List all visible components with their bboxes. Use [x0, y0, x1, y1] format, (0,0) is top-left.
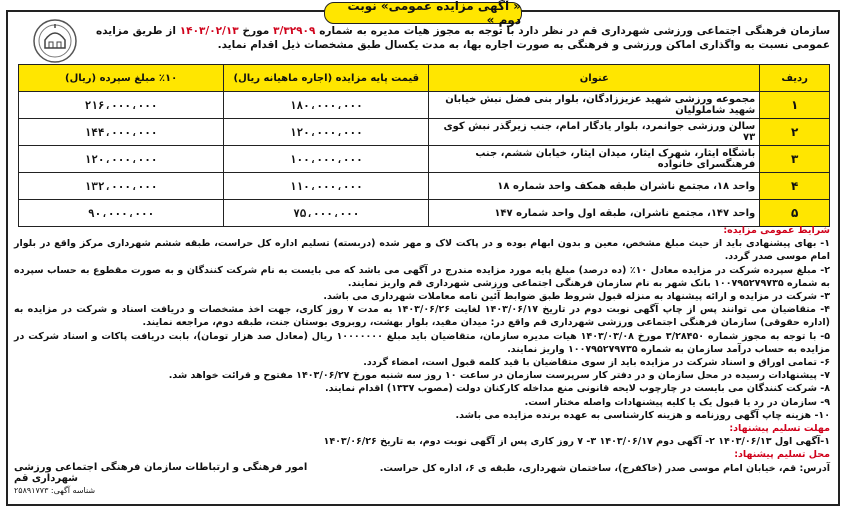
- general-conditions: [14, 224, 830, 475]
- conditions-heading: شرایط عمومی مزایده:: [723, 225, 830, 236]
- row-number: ۳: [760, 146, 830, 173]
- row-title: واحد ۱۴۷، مجتمع ناشران، طبقه اول واحد شماره ۱۴۷: [429, 200, 760, 227]
- deadline-heading: مهلت تسلیم پیشنهاد:: [729, 423, 830, 435]
- table-row: [19, 92, 830, 119]
- table-row: [19, 119, 830, 146]
- condition-item: ۹- سازمان در رد یا قبول یک یا کلیه پیشنهادات واصله مختار است.: [524, 396, 830, 408]
- row-deposit: ۱۲۰،۰۰۰،۰۰۰: [19, 146, 224, 173]
- row-base-price: ۱۱۰،۰۰۰،۰۰۰: [224, 173, 429, 200]
- deadline-text: ۱-آگهی اول ۱۴۰۳/۰۶/۱۳ ۲- آگهی دوم ۱۴۰۳/۰۶/۱۷ ۳- ۷ روز کاری پس از آگهی نوبت دوم، به تاریخ ۱۴۰۳/۰۶/۲۶: [323, 436, 830, 448]
- intro-text-2: مورخ: [242, 25, 270, 37]
- row-number: ۴: [760, 173, 830, 200]
- row-base-price: ۷۵،۰۰۰،۰۰۰: [224, 200, 429, 227]
- header-title: عنوان: [429, 65, 760, 92]
- row-base-price: ۱۲۰،۰۰۰،۰۰۰: [224, 119, 429, 146]
- condition-item: ۳- شرکت در مزایده و ارائه پیشنهاد به منزله قبول شروط طبق ضوابط آئین نامه معاملات شهرداری می باشد.: [323, 291, 830, 303]
- header-deposit: ٪۱۰ مبلغ سپرده (ریال): [19, 65, 224, 92]
- place-text: آدرس: قم، خیابان امام موسی صدر (خاکفرج)، ساختمان شهرداری، طبقه ی ۶، اداره کل حراست.: [379, 462, 830, 474]
- row-number: ۱: [760, 92, 830, 119]
- row-deposit: ۹۰،۰۰۰،۰۰۰: [19, 200, 224, 227]
- row-title: سالن ورزشی جوانمرد، بلوار یادگار امام، جنب زیرگذر نبش کوی ۷۳: [429, 119, 760, 146]
- footer-organization: امور فرهنگی و ارتباطات سازمان فرهنگی اجتماعی ورزشی شهرداری قم: [14, 462, 308, 484]
- row-title: باشگاه ایثار، شهرک ایثار، میدان ایثار، خیابان ششم، جنب فرهنگسرای خانواده: [429, 146, 760, 173]
- permit-number: ۳/۳۲۹۰۹: [273, 25, 316, 37]
- header-row-number: ردیف: [760, 65, 830, 92]
- row-base-price: ۱۰۰،۰۰۰،۰۰۰: [224, 146, 429, 173]
- condition-item: ۸- شرکت کنندگان می بایست در چارچوب لایحه قانونی منع مداخله کارکنان دولت (مصوب ۱۳۳۷) اقدام نمایند.: [325, 383, 830, 395]
- condition-item: ۲- مبلغ سپرده شرکت در مزایده معادل ۱۰٪ (ده درصد) مبلغ پایه مورد مزایده مندرج در آگهی می باشد که می بایست به نام شرکت کنندگان و به صورت مقطوع به حساب سپرده به شماره ۱۰۰۷۹۵۲۷۹۷۳۵ بانک شهر به نام سازمان فرهنگی اجتماعی ورزشی شهرداری قم واریز نمایند.: [14, 264, 830, 289]
- intro-paragraph: [96, 24, 830, 52]
- row-base-price: ۱۸۰،۰۰۰،۰۰۰: [224, 92, 429, 119]
- table-header-row: [19, 65, 830, 92]
- row-deposit: ۱۴۴،۰۰۰،۰۰۰: [19, 119, 224, 146]
- row-title: واحد ۱۸، مجتمع ناشران طبقه همکف واحد شماره ۱۸: [429, 173, 760, 200]
- table-row: [19, 200, 830, 227]
- row-number: ۲: [760, 119, 830, 146]
- ad-id: شناسه آگهی: ۲۵۸۹۱۷۷۳: [14, 486, 96, 495]
- condition-item: ۶- تمامی اوراق و اسناد شرکت در مزایده باید از سوی متقاضیان با قید کلمه قبول است، امضاء گردد.: [363, 357, 830, 369]
- table-row: [19, 173, 830, 200]
- condition-item: ۱- بهای پیشنهادی باید از حیث مبلغ مشخص، معین و بدون ابهام بوده و در پاکت لاک و مهر شده (دربسته) تسلیم اداره کل حراست، طبقه ششم شهرداری مرکز واقع در بلوار امام موسی صدر گردد.: [14, 238, 830, 263]
- table-row: [19, 146, 830, 173]
- place-heading: محل تسلیم پیشنهاد:: [734, 449, 830, 461]
- permit-date: ۱۴۰۳/۰۲/۱۳: [179, 25, 239, 37]
- condition-item: ۴- متقاضیان می توانند پس از چاپ آگهی نوبت دوم در تاریخ ۱۴۰۳/۰۶/۱۷ لغایت ۱۴۰۳/۰۶/۲۶ به مدت ۷ روز کاری، جهت اخذ مشخصات و دریافت اسناد و شرکت در مزایده به (اداره حقوقی) سازمان فرهنگی اجتماعی ورزشی شهرداری قم واقع در: میدان مفید، بلوار بهشت، روبروی بوستان جنت، طبقه دوم، مراجعه نمایند.: [14, 304, 830, 329]
- row-number: ۵: [760, 200, 830, 227]
- ad-title: « آگهی مزایده عمومی» نوبت دوم »: [324, 2, 522, 24]
- condition-item: ۵- با توجه به مجوز شماره ۳/۲۸۴۵۰ مورخ ۱۴۰۳/۰۳/۰۸ هیات مدیره سازمان، متقاضیان باید مبلغ ۱۰۰۰۰۰۰۰ ریال (معادل صد هزار تومان)، بابت دریافت پاکات و اسناد شرکت در مزایده به حساب درآمد سازمان به شماره ۱۰۰۷۹۵۲۷۹۷۳۵ واریز نمایند.: [14, 330, 831, 355]
- condition-item: ۱۰- هزینه چاپ آگهی روزنامه و هزینه کارشناسی به عهده برنده مزایده می باشد.: [455, 409, 830, 421]
- intro-text-3: از طریق مزایده عمومی نسبت به واگذاری اماکن ورزشی و فرهنگی به صورت اجاره بها، به مدت یکسال طبق مشخصات ذیل اقدام نماید.: [96, 25, 830, 51]
- header-base-price: قیمت پایه مزایده (اجاره ماهیانه ریال): [224, 65, 429, 92]
- condition-item: ۷- پیشنهادات رسیده در محل سازمان و در دفتر کار سرپرست سازمان در ساعت ۱۰ روز سه شنبه مورخ ۱۴۰۳/۰۶/۲۷ مفتوح و قرائت خواهد شد.: [168, 370, 830, 382]
- row-title: مجموعه ورزشی شهید عزیززادگان، بلوار بنی فضل نبش خیابان شهید شاملولیان: [429, 92, 760, 119]
- row-deposit: ۱۳۲،۰۰۰،۰۰۰: [19, 173, 224, 200]
- row-deposit: ۲۱۶،۰۰۰،۰۰۰: [19, 92, 224, 119]
- dome-emblem-icon: [32, 18, 78, 64]
- auction-table: [18, 64, 830, 227]
- intro-text-1: سازمان فرهنگی اجتماعی ورزشی شهرداری قم در نظر دارد با توجه به مجوز هیات مدیره به شماره: [319, 25, 831, 37]
